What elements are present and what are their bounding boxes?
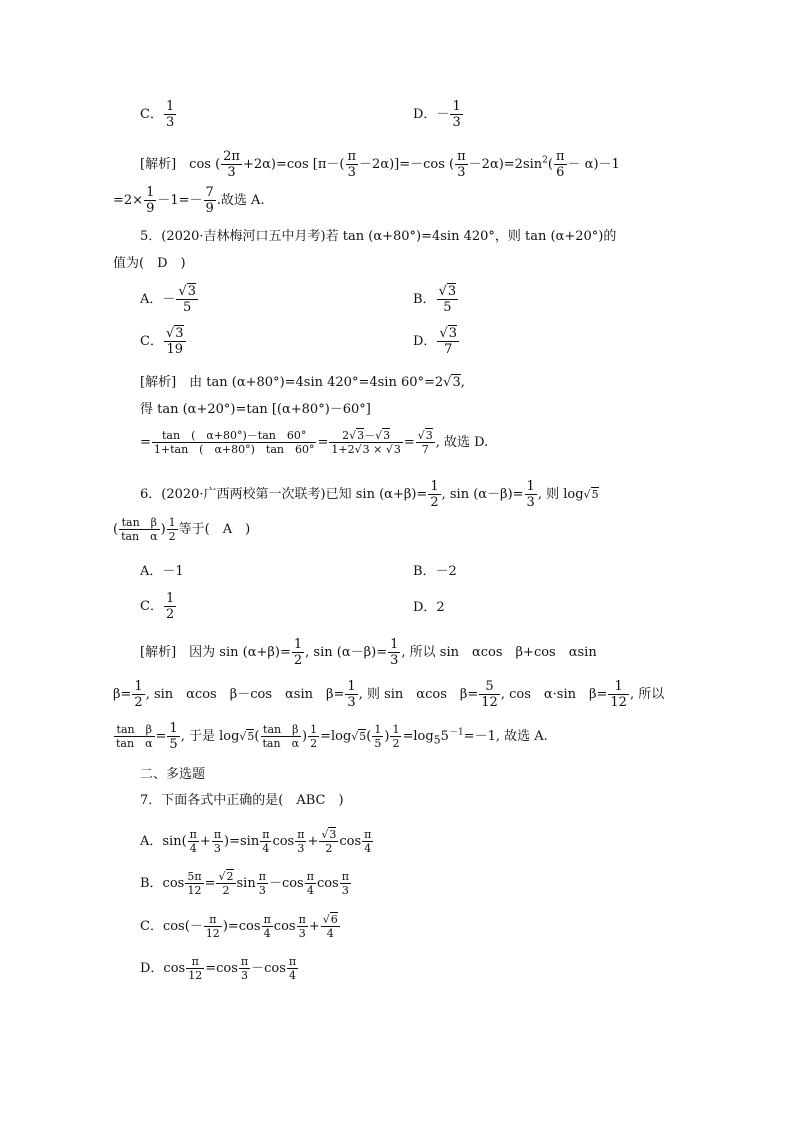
choice-a: A．sin( $\frac{\pi}{4}$ + $\frac{\pi}{3}$ )=sin $\frac{\pi}{4}$ cos $\frac{\pi}{3}$ + $\frac{√3}{2}$ cos $\frac{\pi}{4}$ [140, 828, 372, 855]
choice-d: D．cos $\frac{\pi}{12}$ =cos $\frac{\pi}{3}$ －cos $\frac{\pi}{4}$ [140, 955, 297, 982]
choice-a: A．－ $\frac{√3}{5}$ [140, 284, 196, 315]
question-7-stem: 7．下面各式中正确的是( ABC ) [140, 793, 344, 808]
analysis-line: 得 tan (α+20°)=tan [(α+80°)－60°] [140, 402, 371, 417]
choice-d: D．2 [413, 600, 445, 615]
question-5-stem: 5．(2020·吉林梅河口五中月考)若 tan (α+80°)=4sin 420°，则 tan (α+20°)的 [140, 229, 617, 244]
analysis-line: [解析] 因为 sin (α+β)= $\frac{1}{2}$ , sin (α－β)= $\frac{1}{3}$ , 所以 sin αcos β+cos αsin [140, 637, 597, 668]
question-6-stem: ( $\frac{\text{tan β}}{\text{tan α}}$ ) $\frac{1}{2}$ 等于( A ) [113, 516, 251, 543]
analysis-line: [解析] cos ( $\frac{2\pi}{3}$ +2α)=cos [π－( $\frac{\pi}{3}$ －2α)]=－cos ( $\frac{\pi}{3}$ $-2\alpha)=2\sin^2$( $\frac{\pi}{6}$ － α)－1 [140, 149, 620, 180]
section-heading: 二、多选题 [140, 767, 206, 782]
choice-c: C． $\frac{1}{3}$ [140, 99, 175, 130]
choice-b: B． $\frac{√3}{5}$ [413, 284, 457, 315]
choice-d: D．－ $\frac{1}{3}$ [413, 99, 461, 130]
choice-c: C． $\frac{√3}{19}$ [140, 326, 184, 357]
choice-b: B．cos $\frac{5\pi}{12}$ = $\frac{√2}{2}$ sin $\frac{\pi}{3}$ －cos $\frac{\pi}{4}$ cos $\frac{\pi}{3}$ [140, 870, 349, 897]
choice-d: D． $\frac{√3}{7}$ [413, 326, 458, 357]
question-6-stem: 6．(2020·广西两校第一次联考)已知 sin (α+β)= $\frac{1}{2}$ , sin (α－β)= $\frac{1}{3}$ , 则 log√5 [140, 479, 599, 510]
analysis-line: β= $\frac{1}{2}$ , sin αcos β－cos αsin β= $\frac{1}{3}$ , 则 sin αcos β= $\frac{5}{12}$ , cos α·sin β= $\frac{1}{12}$ , 所以 [113, 679, 665, 710]
analysis-line: $\frac{\text{tan β}}{\text{tan α}}$ = $\frac{1}{5}$ , 于是 log√5( $\frac{\text{tan β}}{\text{tan α}}$ ) $\frac{1}{2}$ =log√5( $\frac{1}{5}$ ) $\frac{1}{2}$ $=\log_55^{-1}=-1$, 故选 A. [116, 721, 548, 752]
choice-b: B．－2 [413, 564, 457, 579]
question-5-stem: 值为( D ) [113, 256, 186, 271]
analysis-line: [解析] 由 tan (α+80°)=4sin 420°=4sin 60°=2√3, [140, 375, 465, 390]
choice-a: A．－1 [140, 564, 184, 579]
choice-c: C．cos(－ $\frac{\pi}{12}$ )=cos $\frac{\pi}{4}$ cos $\frac{\pi}{3}$ + $\frac{√6}{4}$ [140, 913, 338, 940]
analysis-line: = $\frac{\tan ( \alpha+80^\circ)-\tan 60^\circ}{1+\tan ( \alpha+80^\circ) \tan 60^\circ}$ = $\frac{2√3-√3}{1+2√3 \times √3}$ = $\frac{√3}{7}$ , 故选 D. [140, 429, 489, 456]
choice-c: C． $\frac{1}{2}$ [140, 591, 175, 622]
analysis-line: =2× $\frac{1}{9}$ －1=－ $\frac{7}{9}$ .故选 A. [113, 185, 265, 216]
